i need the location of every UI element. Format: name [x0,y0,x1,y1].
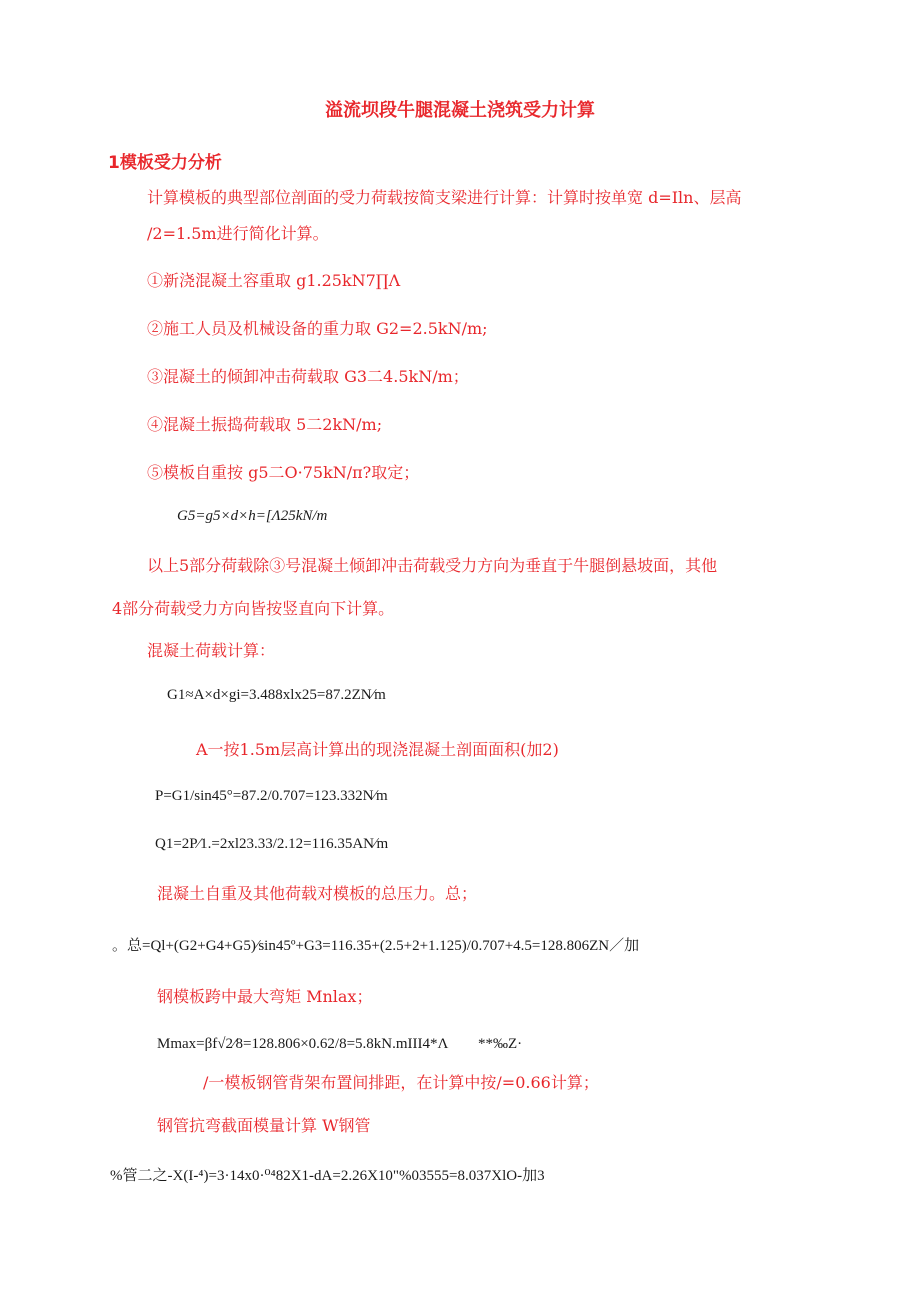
section-modulus-formula: %管二之-X(I-⁴)=3·14x0·⁰⁴82X1-dA=2.26X10"%03555=8.037XlO-加3 [110,1168,545,1184]
paragraph-line-1: 以上5部分荷载除③号混凝土倾卸冲击荷载受力方向为垂直于牛腿倒悬坡面，其他 [147,556,718,575]
section-modulus-heading: 钢管抗弯截面模量计算 W钢管 [157,1116,371,1135]
spacing-note: /一模板钢管背架布置间排距，在计算中按/=0.66计算； [203,1073,599,1092]
intro-line-2: /2=1.5m进行简化计算。 [147,224,329,243]
area-note: A一按1.5m层高计算出的现浇混凝土剖面面积(加2) [196,740,559,759]
paragraph-line-2: 4部分荷载受力方向皆按竖直向下计算。 [112,599,395,618]
load-item-2: ②施工人员及机械设备的重力取 G2=2.5kN∕m; [147,319,488,338]
g5-formula: G5=g5×d×h=[Λ25kN/m [177,508,328,524]
max-moment-heading: 钢模板跨中最大弯矩 Mnlax； [157,987,373,1006]
load-item-4: ④混凝土振捣荷载取 5二2kN∕m; [147,415,383,434]
max-moment-formula: Mmax=βf√2∕8=128.806×0.62/8=5.8kN.mIII4*Λ **‰Z· [157,1036,523,1052]
intro-line-1: 计算模板的典型部位剖面的受力荷载按简支梁进行计算：计算时按单宽 d=Iln、层高 [147,188,742,207]
document-title: 溢流坝段牛腿混凝土浇筑受力计算 [325,100,595,121]
load-item-1: ①新浇混凝土容重取 g1.25kN7∏Λ [147,271,401,290]
total-pressure-formula: 。总=Ql+(G2+G4+G5)∕sin45º+G3=116.35+(2.5+2+1.125)/0.707+4.5=128.806ZN／加 [112,938,640,954]
g1-formula: G1≈A×d×gi=3.488xlx25=87.2ZN∕m [167,687,386,703]
p-formula: P=G1/sin45°=87.2/0.707=123.332N∕m [155,788,388,804]
load-item-5: ⑤模板自重按 g5二O·75kN∕π?取定； [147,463,420,482]
section-heading: 1模板受力分析 [108,153,222,173]
total-pressure-heading: 混凝土自重及其他荷载对模板的总压力。总； [157,884,478,903]
q1-formula: Q1=2P∕1.=2xl23.33/2.12=116.35AN∕m [155,836,389,852]
load-item-3: ③混凝土的倾卸冲击荷载取 G3二4.5kN/m； [147,367,469,386]
concrete-load-heading: 混凝土荷载计算： [147,641,276,660]
